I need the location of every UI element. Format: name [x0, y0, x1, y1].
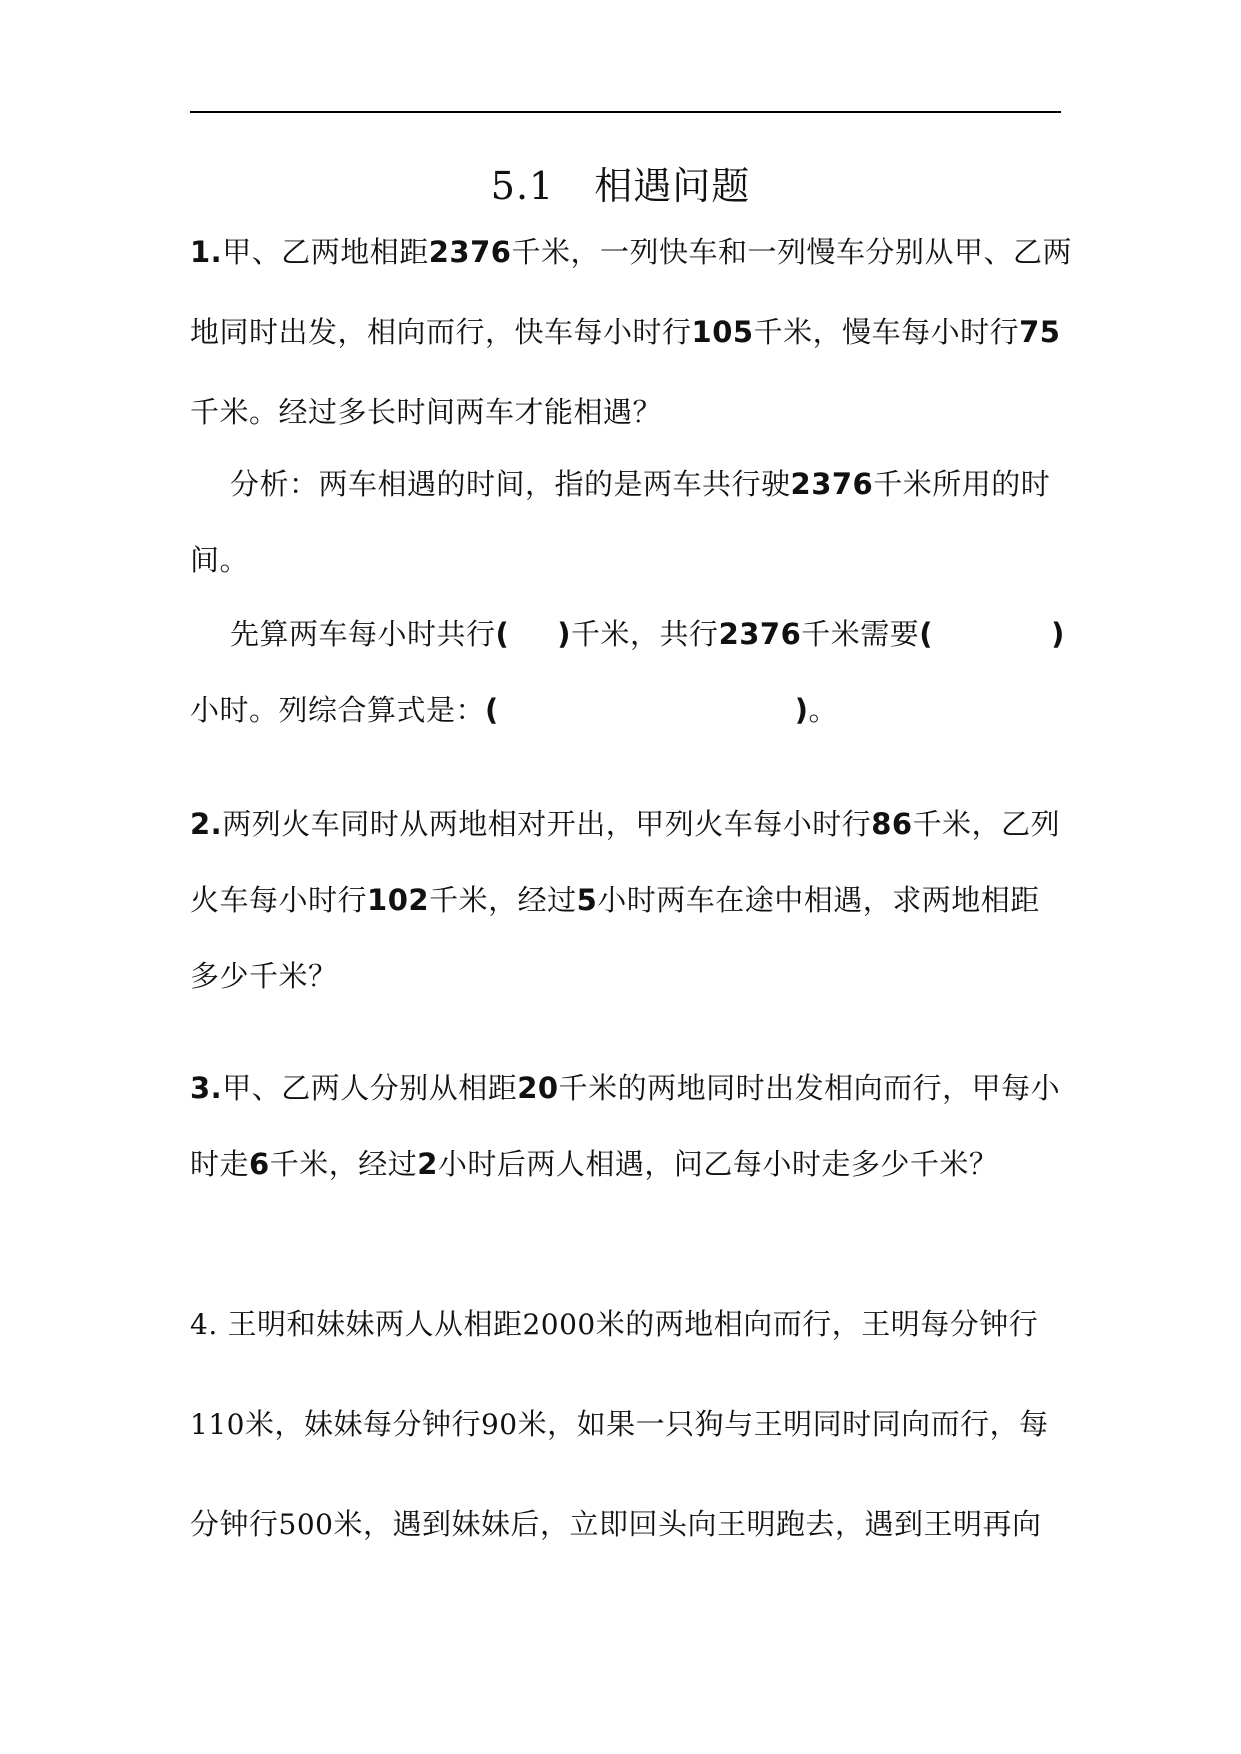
q1-fast-speed: 105	[691, 315, 754, 349]
q3-text: 小时后两人相遇，问乙每小时走多少千米？	[437, 1147, 999, 1181]
q3-speed: 6	[249, 1147, 270, 1181]
section-number: 5.1	[490, 164, 555, 208]
q1-distance: 2376	[428, 235, 512, 269]
q4-line-2	[190, 1404, 1070, 1445]
q2-speed-a: 86	[871, 807, 913, 841]
q3-text: 时走	[190, 1147, 250, 1181]
q2-line-1	[190, 804, 1070, 844]
analysis-distance: 2376	[790, 467, 874, 501]
fill-text: 先算两车每小时共行	[230, 617, 496, 651]
q4-number: 4.	[190, 1308, 218, 1341]
q4-speed-sister: 90	[480, 1408, 518, 1441]
q1-text: 地同时出发，相向而行，快车每小时行	[190, 315, 692, 349]
q2-text: 小时两车在途中相遇，求两地相距	[597, 883, 1040, 917]
q4-speed-dog: 500	[278, 1508, 334, 1541]
q1-analysis-line-1	[230, 464, 1110, 504]
q2-number: 2.	[190, 807, 223, 841]
q2-speed-b: 102	[367, 883, 430, 917]
q4-text: 分钟行	[190, 1507, 279, 1541]
fill-text: 千米需要	[801, 617, 920, 651]
q1-line-2	[190, 312, 1070, 352]
q2-text: 千米，乙列	[912, 807, 1061, 841]
q3-line-2	[190, 1144, 1070, 1184]
q2-line-2	[190, 880, 1070, 920]
q4-text: 米的两地相向而行，王明每分钟行	[595, 1307, 1039, 1341]
q1-fill-line-2	[190, 690, 1070, 730]
analysis-text: 分析：两车相遇的时间，指的是两车共行驶	[230, 467, 791, 501]
q1-line-1	[190, 232, 1070, 272]
q4-text: 米，妹妹每分钟行	[244, 1407, 481, 1441]
q2-text: 火车每小时行	[190, 883, 368, 917]
q4-speed-wang: 110	[190, 1408, 245, 1441]
blank-open: (	[495, 617, 510, 651]
q4-line-1	[190, 1304, 1070, 1345]
q1-text: 千米，慢车每小时行	[753, 315, 1020, 349]
q3-text: 千米的两地同时出发相向而行，甲每小	[558, 1071, 1061, 1105]
fill-distance: 2376	[718, 617, 802, 651]
fill-text: 小时。列综合算式是：	[190, 693, 486, 727]
q2-hours: 5	[576, 883, 598, 917]
q2-text: 多少千米？	[190, 959, 338, 993]
q1-analysis-line-2	[190, 540, 1070, 580]
q4-text: 王明和妹妹两人从相距	[227, 1307, 523, 1341]
q3-hours: 2	[417, 1147, 438, 1181]
analysis-text: 间。	[190, 543, 250, 577]
q1-number: 1.	[190, 235, 223, 269]
q2-line-3	[190, 956, 1070, 996]
q2-text: 两列火车同时从两地相对开出，甲列火车每小时行	[222, 807, 872, 841]
q1-fill-line-1	[230, 614, 1110, 654]
q3-line-1	[190, 1068, 1070, 1108]
analysis-text: 千米所用的时	[873, 467, 1051, 501]
q1-slow-speed: 75	[1019, 315, 1061, 349]
q4-distance: 2000	[522, 1308, 596, 1341]
q4-line-3	[190, 1504, 1070, 1545]
header-rule	[190, 111, 1061, 113]
q4-text: 米，如果一只狗与王明同时同向而行，每	[517, 1407, 1049, 1441]
q1-line-3	[190, 392, 1070, 432]
q1-text: 千米。经过多长时间两车才能相遇？	[190, 395, 663, 429]
q1-text: 甲、乙两地相距	[222, 235, 429, 269]
section-title: 相遇问题	[594, 164, 751, 208]
q2-text: 千米，经过	[429, 883, 577, 917]
blank-close: )	[1051, 617, 1065, 651]
blank-close: )	[794, 693, 809, 727]
q3-number: 3.	[190, 1071, 223, 1105]
blank-open: (	[485, 693, 499, 727]
fill-text: 千米，共行	[571, 617, 719, 651]
q4-text: 米，遇到妹妹后，立即回头向王明跑去，遇到王明再向	[333, 1507, 1042, 1541]
page-title	[0, 160, 1241, 212]
q1-text: 千米，一列快车和一列慢车分别从甲、乙两	[511, 235, 1072, 269]
q3-text: 甲、乙两人分别从相距	[222, 1071, 518, 1105]
blank-open: (	[919, 617, 934, 651]
q3-distance: 20	[517, 1071, 559, 1105]
fill-text: 。	[808, 693, 839, 727]
blank-close: )	[557, 617, 572, 651]
q3-text: 千米，经过	[269, 1147, 418, 1181]
